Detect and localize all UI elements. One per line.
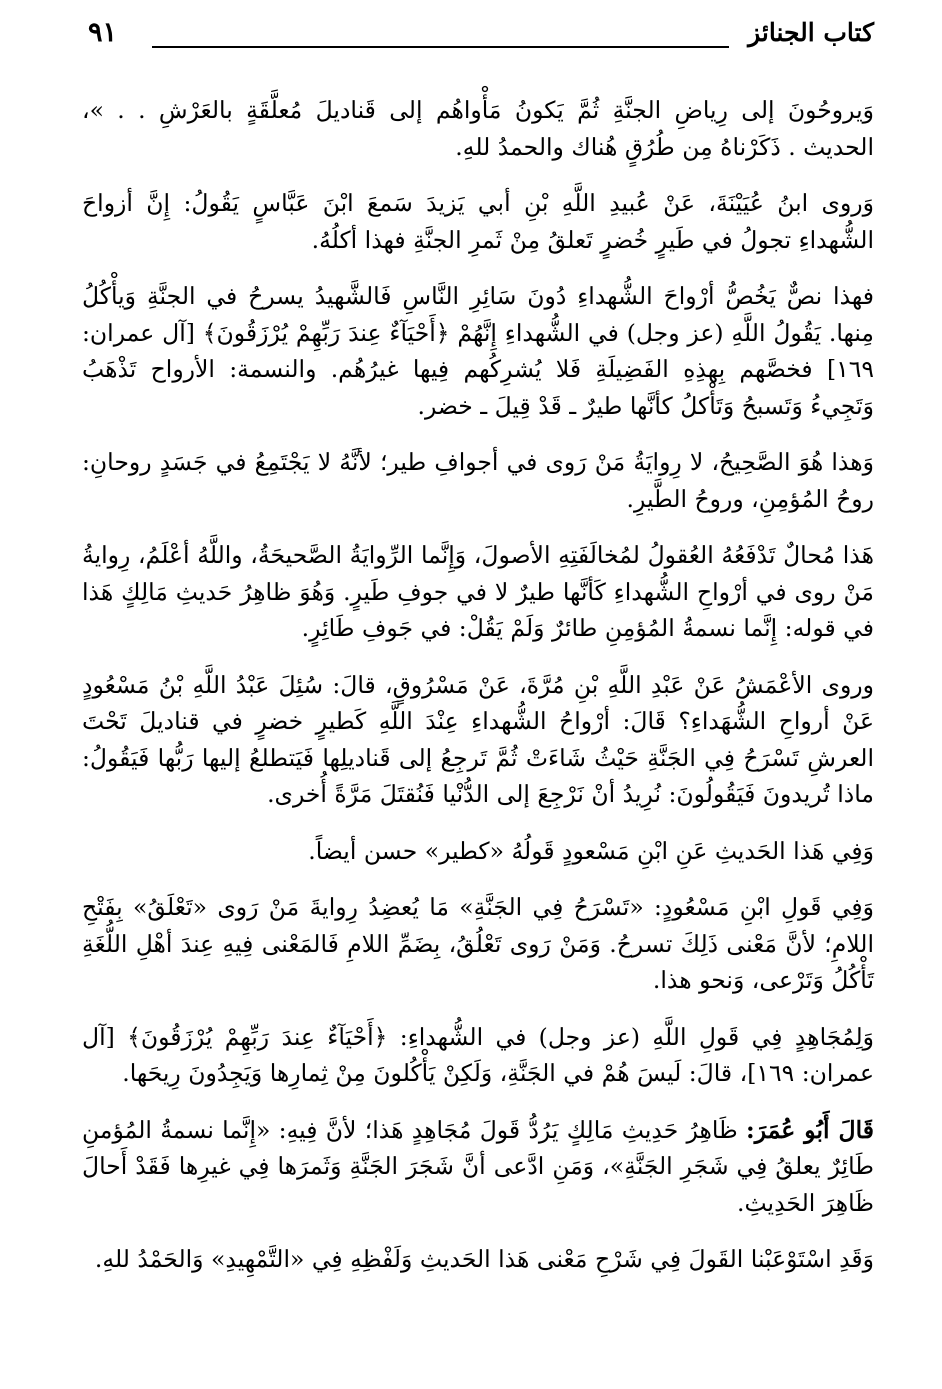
paragraph-1: وَيروحُونَ إلى رِياضِ الجنَّةِ ثُمَّ يَكونُ مَأْواهُم إلى قَناديلَ مُعلَّقَةٍ بالعَرْشِ . . »، الحديث . ذَكَرْناهُ مِن طُرُقٍ هُناك والحمدُ للهِ. <box>82 96 874 161</box>
paragraph-10-text: ظَاهِرُ حَدِيثِ مَالِكٍ يَرُدُّ قَولَ مُجَاهِدٍ هَذا؛ لأنَّ فِيهِ: «إِنَّما نسمةُ المُؤمنِ طَائِرٌ يعلقُ فِي شَجَرِ الجَنَّةِ»، وَمَنِ ادَّعى أنَّ شَجَرَ الجَنَّةِ وَثَمرَها فِي غيرِها فَقَدْ أَحالَ ظَاهِرَ الحَدِيثِ. <box>82 1115 874 1217</box>
paragraph-4: وَهذا هُوَ الصَّحِيحُ، لا رِوايَةُ مَنْ رَوى في أجوافِ طير؛ لأنَّهُ لا يَجْتَمِعُ في جَسَدٍ روحانِ: روحُ المُؤمِنِ، وروحُ الطَّيرِ. <box>82 448 874 513</box>
paragraph-7: وَفِي هَذا الحَديثِ عَنِ ابْنِ مَسْعودٍ قَولُهُ «كطير» حسن أيضاً. <box>308 836 874 865</box>
page-header <box>88 16 874 50</box>
speaker-label: قَالَ أَبُو عُمَرَ: <box>746 1115 874 1144</box>
header-rule <box>152 46 729 48</box>
chapter-title: كتاب الجنائز <box>748 18 874 47</box>
paragraph-6: وروى الأعْمَشُ عَنْ عَبْدِ اللَّهِ بْنِ مُرَّةَ، عَنْ مَسْرُوقٍ، قالَ: سُئِلَ عَبْدُ اللَّهِ بْنُ مَسْعُودٍ عَنْ أرواحِ الشُّهَداءِ؟ قَالَ: أرْواحُ الشُّهداءِ عِنْدَ اللَّهِ كَطيرٍ خضرٍ في قناديلَ تَحْتَ العرشِ تَسْرَحُ فِي الجَنَّةِ حَيْثُ شَاءَتْ ثُمَّ تَرجِعُ إلى قَناديلِها فَيَتطلعُ إليها رَبُّها فَيَقُولُ: ماذا تُريدونَ فَيَقُولُونَ: نُرِيدُ أنْ نَرْجِعَ إلى الدُّنْيا فَنُقتَلَ مَرَّةً أُخرى. <box>82 670 874 808</box>
paragraph-3: فهذا نصٌّ يَخُصُّ أرْواحَ الشُّهداءِ دُونَ سَائِرِ النَّاسِ فَالشَّهيدُ يسرحُ في الجنَّةِ وَيأْكُلُ مِنها. يَقُولُ اللَّهِ (عز وجل) في الشُّهداءِ إِنَّهُمْ ﴿أَحْيَآءٌ عِندَ رَبِّهِمْ يُرْزَقُونَ﴾ [آل عمران: ١٦٩] فخصَّهم بِهذِهِ الفَضِيلَةِ فَلا يُشرِكُهم فِيها غيرُهُم. والنسمة: الأرواح تَذْهَبُ وَتَجِيءُ وَتَسبحُ وَتَأْكلُ كأنَّها طيرٌ ـ قَدْ قِيلَ ـ خضر. <box>82 282 874 420</box>
paragraph-10 <box>82 1112 874 1222</box>
paragraph-8: وَفِي قَولِ ابْنِ مَسْعُودٍ: «تَسْرَحُ فِي الجَنَّةِ» مَا يُعضِدُ رِوايةَ مَنْ رَوى «تَعْلَقُ» بِفَتْحِ اللامِ؛ لأنَّ مَعْنى ذَلِكَ تسرحُ. وَمَنْ رَوى تَعْلُقُ، بِضَمِّ اللامِ فَالمَعْنى فِيهِ عِندَ أهْلِ اللُّغَةِ تَأْكُلُ وَتَرْعى، وَنحو هذا. <box>82 893 874 994</box>
paragraph-2: وَروى ابنُ عُيَيْنَةَ، عَنْ عُبيدِ اللَّهِ بْنِ أبي يَزيدَ سَمعَ ابْنَ عَبَّاسٍ يَقُولُ: إِنَّ أزواحَ الشُّهداءِ تجولُ في طَيرٍ خُضرٍ تَعلقُ مِنْ ثَمرِ الجنَّةِ فهذا أكلُهُ. <box>82 189 874 254</box>
paragraph-9: وَلِمُجَاهِدٍ فِي قَولِ اللَّهِ (عز وجل) في الشُّهداءِ: ﴿أَحْيَآءٌ عِندَ رَبِّهِمْ يُرْزَقُونَ﴾ [آل عمران: ١٦٩]، قالَ: لَيسَ هُمْ في الجَنَّةِ، وَلَكِنْ يَأْكُلونَ مِنْ ثِمارِها وَيَجِدُونَ رِيحَها. <box>82 1022 874 1087</box>
page-body <box>82 92 874 1349</box>
page-number: ٩١ <box>88 17 118 48</box>
paragraph-5: هَذا مُحالٌ تَدْفَعُهُ العُقولُ لمُخالَفَتِهِ الأصولَ، وَإِنَّما الرِّوايَةُ الصَّحيحَةُ، واللَّهُ أعْلَمُ، رِوايةُ مَنْ روى في أرْواحِ الشُّهداءِ كَأنَّها طيرٌ لا في جوفِ طَيرٍ. وَهُوَ ظاهِرُ حَديثِ مَالِكٍ هَذا في قوله: إِنَّما نسمةُ المُؤمِنِ طائرٌ وَلَمْ يَقُلْ: في جَوفِ طَائِرٍ. <box>82 541 874 642</box>
paragraph-11: وَقَدِ اسْتَوْعَبْنا القَولَ فِي شَرْحِ مَعْنى هَذا الحَديثِ وَلَفْظِهِ فِي «التَّمْهِيدِ» وَالحَمْدُ للهِ. <box>94 1245 874 1273</box>
